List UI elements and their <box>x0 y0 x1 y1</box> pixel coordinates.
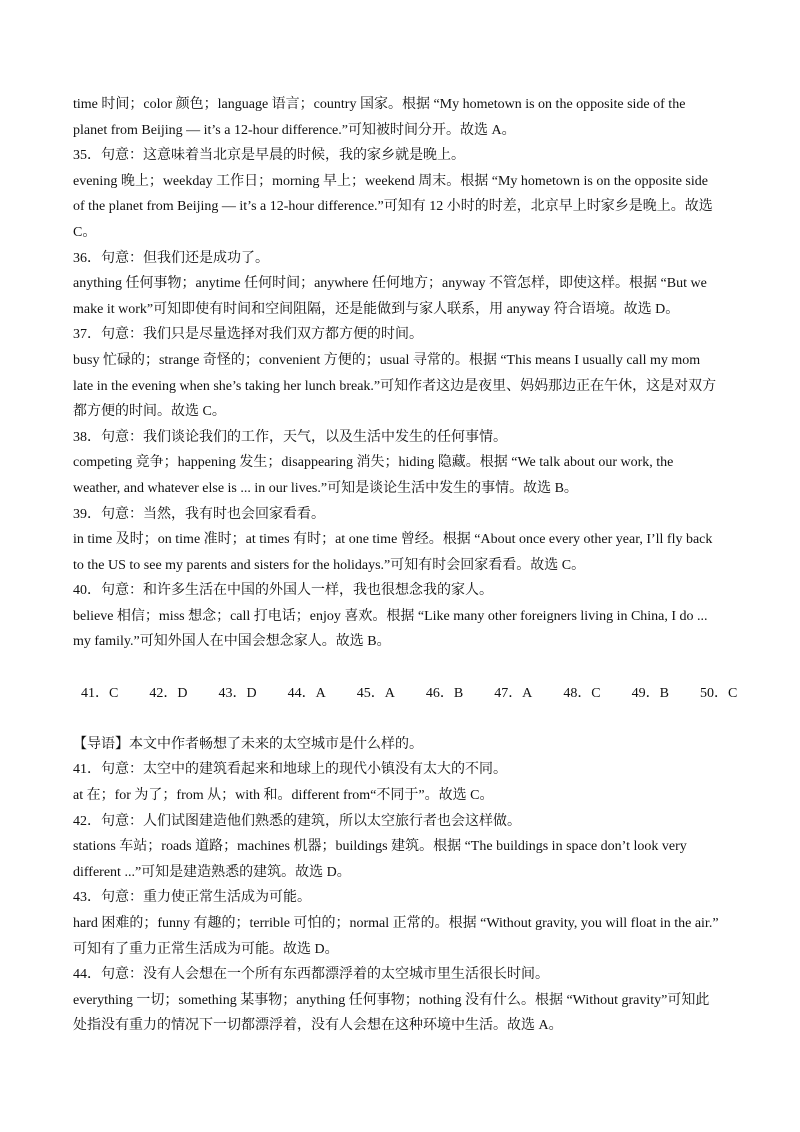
answer-item: 43．D <box>218 685 257 701</box>
answer-item: 46．B <box>425 685 464 701</box>
text-line: planet from Beijing — it’s a 12-hour difference.”可知被时间分开。故选 A。 <box>73 122 516 138</box>
text-line: 可知有了重力正常生活成为可能。故选 D。 <box>73 941 339 957</box>
answer-item: 42．D <box>149 685 188 701</box>
text-line: 40．句意：和许多生活在中国的外国人一样，我也很想念我的家人。 <box>73 583 493 599</box>
text-line: 处指没有重力的情况下一切都漂浮着，没有人会想在这种环境中生活。故选 A。 <box>73 1018 563 1034</box>
text-line: 44．句意：没有人会想在一个所有东西都漂浮着的太空城市里生活很长时间。 <box>73 967 549 983</box>
text-line: busy 忙碌的；strange 奇怪的；convenient 方便的；usual 寻常的。根据 “This means I usually call my mom <box>73 352 701 368</box>
text-line: 41．句意：太空中的建筑看起来和地球上的现代小镇没有太大的不同。 <box>73 762 507 778</box>
text-line: 38．句意：我们谈论我们的工作，天气，以及生活中发生的任何事情。 <box>73 429 507 445</box>
text-line: C。 <box>73 224 97 240</box>
text-line: my family.”可知外国人在中国会想念家人。故选 B。 <box>73 634 391 650</box>
text-line: evening 晚上；weekday 工作日；morning 早上；weekend 周末。根据 “My hometown is on the opposite side <box>73 173 708 189</box>
text-line: 43．句意：重力使正常生活成为可能。 <box>73 890 311 906</box>
text-line: 36．句意：但我们还是成功了。 <box>73 250 269 266</box>
text-line: 都方便的时间。故选 C。 <box>73 404 226 420</box>
explanation-block-bottom <box>73 732 730 1039</box>
answer-item: 44．A <box>287 685 326 701</box>
text-line: to the US to see my parents and sisters for the holidays.”可知有时会回家看看。故选 C。 <box>73 557 586 573</box>
text-line: weather, and whatever else is ... in our lives.”可知是谈论生活中发生的事情。故选 B。 <box>73 480 578 496</box>
text-line: different ...”可知是建造熟悉的建筑。故选 D。 <box>73 864 351 880</box>
text-line: late in the evening when she’s taking her lunch break.”可知作者这边是夜里、妈妈那边正在午休，这是对双方 <box>73 378 717 394</box>
spacer <box>73 655 730 681</box>
answer-item: 48．C <box>563 685 601 701</box>
explanation-block-top <box>73 92 730 655</box>
text-line: hard 困难的；funny 有趣的；terrible 可怕的；normal 正常的。根据 “Without gravity, you will float in the air.” <box>73 916 719 931</box>
answer-item: 47．A <box>494 685 533 701</box>
text-line: in time 及时；on time 准时；at times 有时；at one time 曾经。根据 “About once every other year, I’ll fly back <box>73 532 713 548</box>
answer-item: 45．A <box>356 685 395 701</box>
text-line: believe 相信；miss 想念；call 打电话；enjoy 喜欢。根据 “Like many other foreigners living in China, I do ... <box>73 608 708 624</box>
text-line: of the planet from Beijing — it’s a 12-hour difference.”可知有 12 小时的时差，北京早上时家乡是晚上。故选 <box>73 199 713 215</box>
text-line: competing 竞争；happening 发生；disappearing 消失；hiding 隐藏。根据 “We talk about our work, the <box>73 455 674 471</box>
answer-item: 41．C <box>81 685 119 701</box>
text-line: 35．句意：这意味着当北京是早晨的时候，我的家乡就是晚上。 <box>73 148 465 164</box>
text-line: 39．句意：当然，我有时也会回家看看。 <box>73 506 325 522</box>
text-line: at 在；for 为了；from 从；with 和。different from“不同于”。故选 C。 <box>73 788 494 804</box>
spacer <box>73 706 730 732</box>
text-line: stations 车站；roads 道路；machines 机器；buildings 建筑。根据 “The buildings in space don’t look very <box>73 839 687 855</box>
answer-item: 50．C <box>700 685 738 701</box>
text-line: anything 任何事物；anytime 任何时间；anywhere 任何地方；anyway 不管怎样，即使这样。根据 “But we <box>73 276 707 292</box>
answer-item: 49．B <box>631 685 669 701</box>
text-line: 42．句意：人们试图建造他们熟悉的建筑，所以太空旅行者也会这样做。 <box>73 813 521 829</box>
text-line: 【导语】本文中作者畅想了未来的太空城市是什么样的。 <box>73 736 423 752</box>
text-line: 37．句意：我们只是尽量选择对我们双方都方便的时间。 <box>73 327 423 343</box>
text-line: make it work”可知即使有时间和空间阻隔，还是能做到与家人联系，用 anyway 符合语境。故选 D。 <box>73 301 680 317</box>
text-line: time 时间；color 颜色；language 语言；country 国家。根据 “My hometown is on the opposite side of the <box>73 97 686 112</box>
text-line: everything 一切；something 某事物；anything 任何事物；nothing 没有什么。根据 “Without gravity”可知此 <box>73 992 710 1008</box>
answer-key-row <box>81 681 738 707</box>
